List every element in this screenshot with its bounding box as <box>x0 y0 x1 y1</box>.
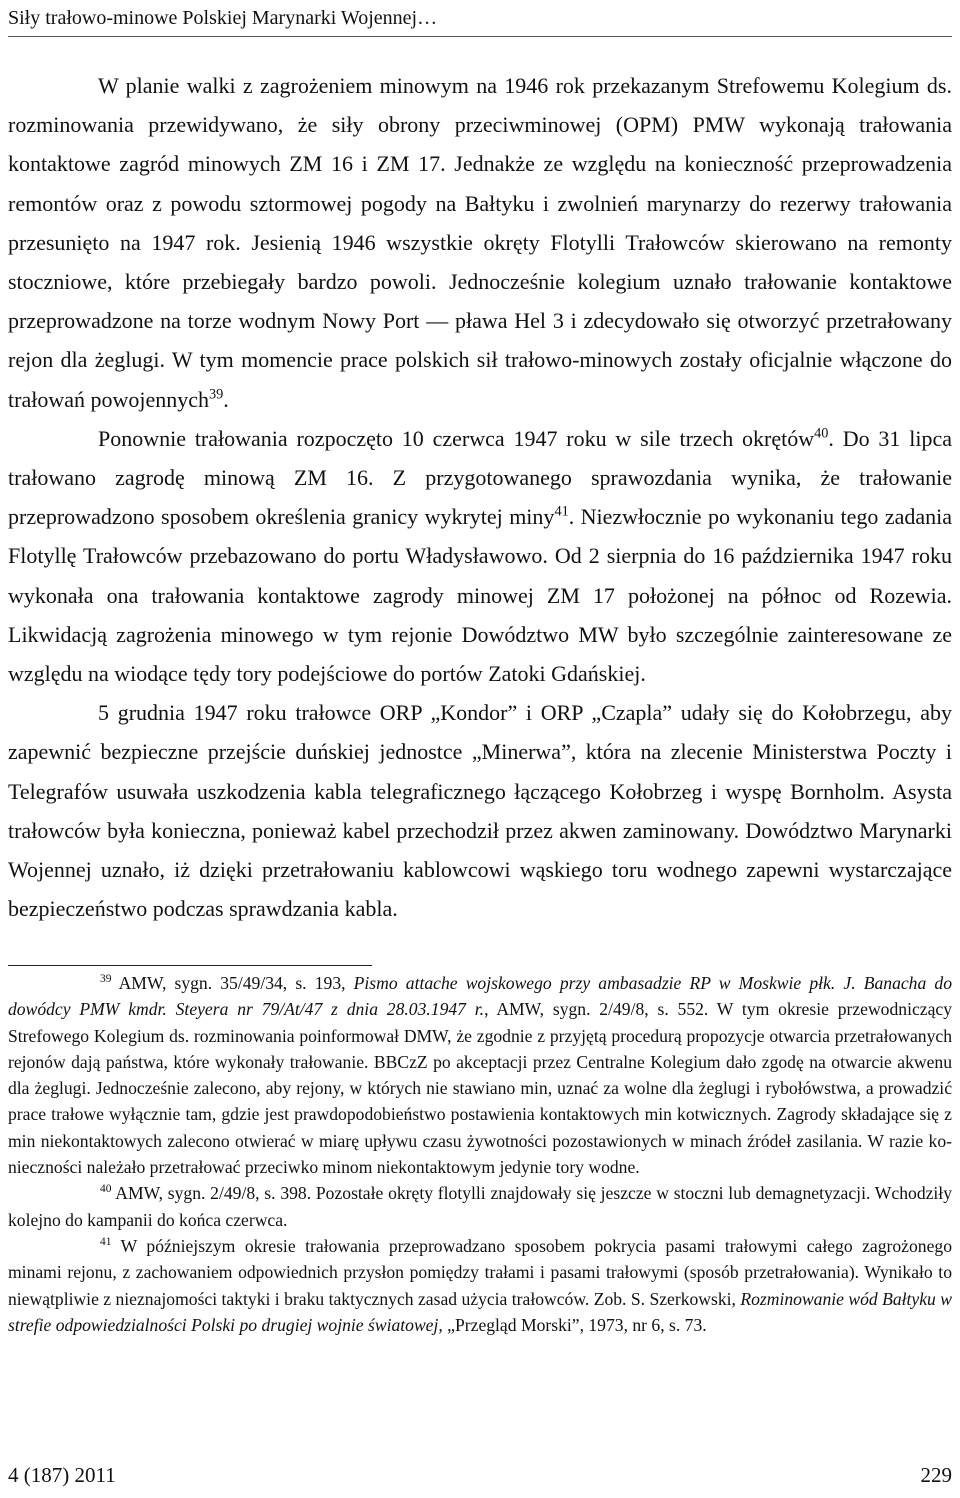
footnotes <box>8 970 952 1338</box>
footnote-text: „Przegląd Morski”, 1973, nr 6, s. 73. <box>442 1314 707 1335</box>
footnote-divider <box>8 965 372 966</box>
footnote-39 <box>8 970 952 1180</box>
paragraph-2 <box>8 419 952 693</box>
issue-number: 4 (187) 2011 <box>8 1463 116 1487</box>
paragraph-1-text: W planie walki z zagrożeniem minowym na 1946 rok przekazanym Strefowemu Kolegium ds. rozminowania przewidywano, że siły obrony przeciwminowej (OPM) PMW wykonają trałowania kontaktowe zagród minowych ZM 16 i ZM 17. Jednakże ze względu na konieczność przeprowadzenia remontów oraz z powodu sztormowej pogody na Bałtyku i zwolnień marynarzy do rezerwy trałowania przesunięto na 1947 rok. Jesienią 1946 wszystkie okręty Flotylli Trałowców skierowano na remonty stoczniowe, które przebiegały bardzo powoli. Jednocześnie kolegium uznało trałowanie kontaktowe przeprowadzone na torze wodnym Nowy Port — pława Hel 3 i zdecydowało się otworzyć przetrałowany rejon dla żeglugi. W tym momencie prace polskich sił trałowo-minowych zostały oficjalnie włączone do trałowań powojennych <box>8 73 952 412</box>
footnote-number: 41 <box>100 1236 112 1249</box>
footnote-cited-title: Pismo attache wojskowego przy ambasadzie RP w Moskwie płk. J. Banacha do dowódcy PMW kmdr. Steyera nr 79/At/47 z dnia 28.03.1947 r. <box>8 973 952 1020</box>
footnote-text: , AMW, sygn. 2/49/8, s. 552. W tym okresie przewodniczący Strefowego Kolegium ds. rozminowania poinformował DMW, że zgodnie z przyjętą procedurą propozycje otwarcia przetrałowanych rejonów dają państwa, które wykonały trałowanie. BBCzZ po akceptacji przez Centralne Kolegium dało zgodę na otwarcie akwenu dla żeglugi. Jednocześnie zalecono, aby rejony, w których nie stawiano min, uznać za wolne dla żeglugi i rybołówstwa, a prowadzić prace trałowe wyłącznie tam, gdzie jest prawdopodobieństwo postawienia kontaktowych min kotwicznych. Zagrody składające się z min niekontaktowych zalecono otwierać w miarę upływu czasu żywotności pozostawionych w minach źródeł zasilania. W razie konieczności należało przetrałować przeciwko minom niekontaktowym jedynie tory wodne. <box>8 999 952 1178</box>
page-number: 229 <box>920 1463 952 1487</box>
footnote-number: 40 <box>100 1183 112 1196</box>
paragraph-2-text-cont: . Do 31 lipca trałowano zagrodę minową ZM 16. Z przygotowanego sprawozdania wynika, że trałowanie przeprowadzono sposobem określenia granicy wykrytej miny <box>8 425 952 530</box>
paragraph-1-end: . <box>223 386 229 412</box>
running-title: Siły trałowo-minowe Polskiej Marynarki Wojennej… <box>8 7 438 29</box>
footnote-cited-title: Rozminowanie wód Bałtyku w strefie odpowiedzialności Polski po drugiej wojnie światowej, <box>8 1288 952 1335</box>
paragraph-2-text: Ponownie trałowania rozpoczęto 10 czerwca 1947 roku w sile trzech okrętów <box>98 425 815 451</box>
paragraph-1 <box>8 66 952 419</box>
footnote-40 <box>8 1180 952 1233</box>
header-divider <box>8 36 952 37</box>
footnote-41 <box>8 1233 952 1338</box>
footnote-number: 39 <box>100 973 112 986</box>
footnote-text: AMW, sygn. 2/49/8, s. 398. Pozostałe okręty flotylli znajdowały się jeszcze w stoczni lub demagnetyzacji. Wchodziły kolejno do kampanii do końca czerwca. <box>8 1183 952 1230</box>
footnote-ref-39[interactable]: 39 <box>209 386 224 403</box>
article-body <box>8 66 952 928</box>
footnote-ref-40[interactable]: 40 <box>814 425 829 442</box>
paragraph-3: 5 grudnia 1947 roku trałowce ORP „Kondor” i ORP „Czapla” udały się do Kołobrzegu, aby zapewnić bezpieczne przejście duńskiej jednostce „Minerwa”, która na zlecenie Ministerstwa Poczty i Telegrafów usuwała uszkodzenia kabla telegraficznego łączącego Kołobrzeg i wyspę Bornholm. Asysta trałowców była konieczna, ponieważ kabel przechodził przez akwen zaminowany. Dowództwo Marynarki Wojennej uznało, iż dzięki przetrałowaniu kablowcowi wąskiego toru wodnego zapewni wystarczające bezpieczeństwo podczas sprawdzania kabla. <box>8 700 952 922</box>
paragraph-2-end: . Niezwłocznie po wykonaniu tego zadania Flotyllę Trałowców przebazowano do portu Władysławowo. Od 2 sierpnia do 16 października 1947 roku wykonała ona trałowania kontaktowe zagrody minowej ZM 17 położonej na północ od Rozewia. Likwidacją zagrożenia minowego w tym rejonie Dowództwo MW było szczególnie zainteresowane ze względu na wiodące tędy tory podejściowe do portów Zatoki Gdańskiej. <box>8 504 953 687</box>
footnote-text: AMW, sygn. 35/49/34, s. 193, <box>111 973 354 993</box>
footnote-text: W późniejszym okresie trałowania przeprowadzano sposobem pokrycia pasami trałowymi całego zagrożonego minami rejonu, z zachowaniem odpowiednich przysłon pomiędzy trałami i pasami trałowymi (sposób przetrałowania). Wynikało to niewątpliwie z nieznajomości taktyki i braku taktycznych zasad użycia trałowców. Zob. S. Szerkowski, <box>8 1235 952 1309</box>
footnote-ref-41[interactable]: 41 <box>554 503 569 520</box>
page-footer <box>8 1462 952 1488</box>
